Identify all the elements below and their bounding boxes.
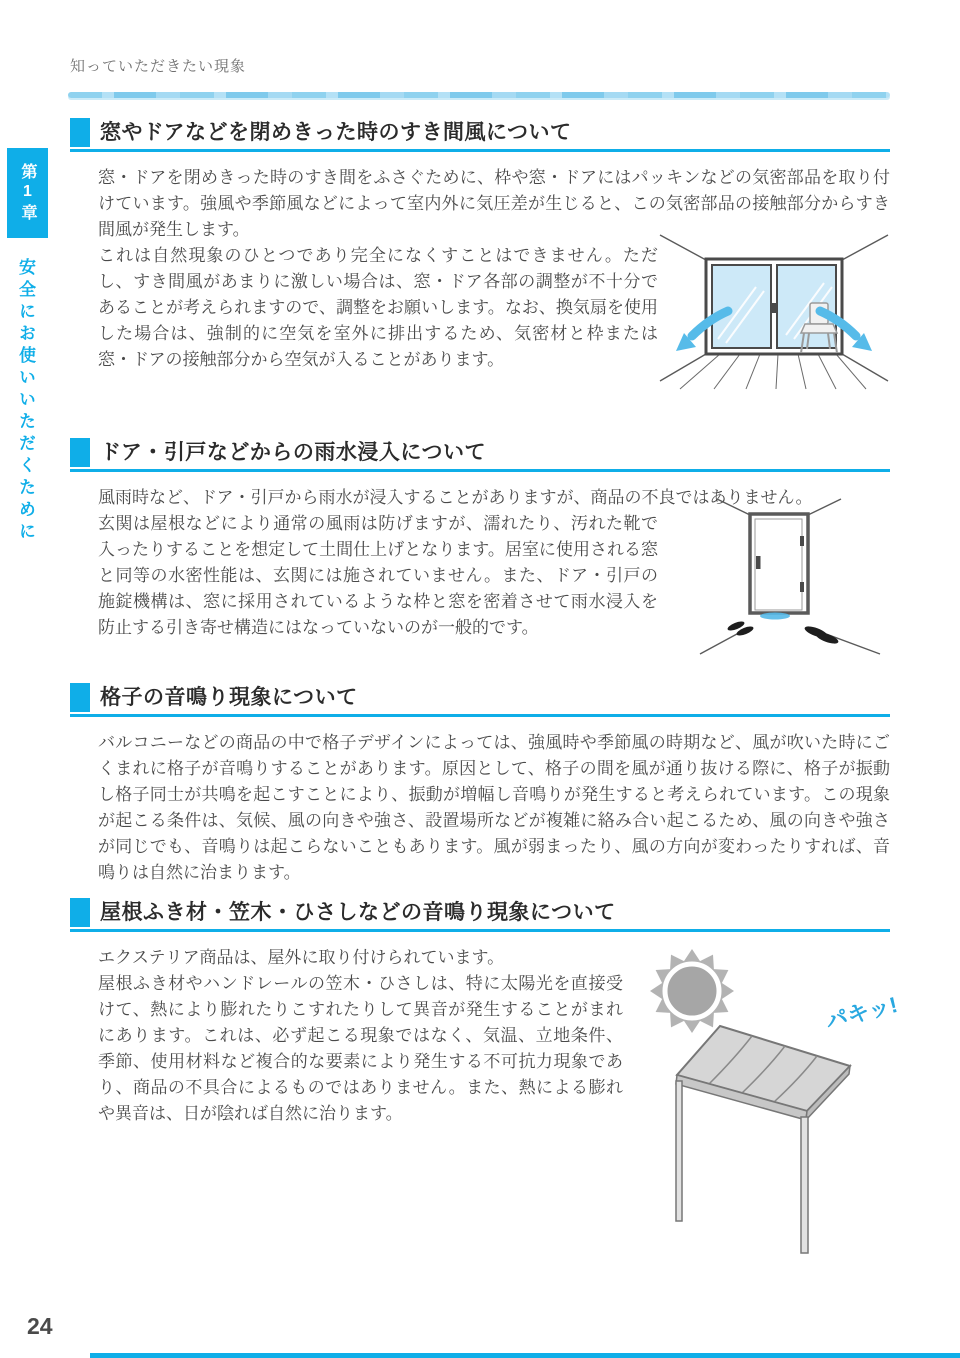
paragraph: バルコニーなどの商品の中で格子デザインによっては、強風時や季節風の時期など、風が吹いた時にごくまれに格子が音鳴りすることがあります。原因として、格子の間を風が通り抜ける際に、格子が振動し格子同士が共鳴を起こすことにより、振動が増幅し音鳴りが発生すると考えられています。この現象が起こる条件は、気候、風の向きや強さ、設置場所などが複雑に絡み合い起こるため、風の向きや強さが同じでも、音鳴りは起こらないこともあります。風が弱まったり、風の方向が変わったりすれば、音鳴りは自然に治まります。: [98, 733, 890, 882]
section-title-row: [70, 683, 890, 717]
sun-icon: [650, 949, 734, 1033]
shoes-left: [726, 620, 754, 638]
sun-pergola-illustration: [640, 933, 905, 1258]
paragraph: エクステリア商品は、屋外に取り付けられています。: [98, 948, 505, 967]
title-square-marker: [70, 898, 90, 927]
wall-line: [660, 235, 706, 260]
section-title: ドア・引戸などからの雨水浸入について: [100, 441, 486, 464]
door-handle: [756, 556, 761, 569]
door-leaf: [755, 519, 802, 610]
chapter-badge: 第1章: [7, 148, 48, 238]
section-title: 格子の音鳴り現象について: [100, 686, 358, 709]
section-body: [98, 730, 890, 886]
paragraph: 風雨時など、ドア・引戸から雨水が浸入することがありますが、商品の不良ではありません。: [98, 488, 813, 507]
water-puddle: [760, 613, 790, 620]
section-rainwater-intrusion: [70, 438, 890, 641]
page-number: 24: [27, 1313, 53, 1339]
entrance-door-illustration: [690, 496, 890, 676]
crack-sound-label: パキッ!: [823, 991, 900, 1034]
door-hinge: [800, 536, 804, 546]
section-title: 屋根ふき材・笠木・ひさしなどの音鳴り現象について: [100, 901, 616, 924]
shoes-right: [803, 624, 839, 646]
chapter-caption: 安全にお使いいただくために: [16, 258, 35, 544]
wall-line: [717, 499, 750, 515]
main-content: [70, 0, 900, 1358]
section-lattice-noise: [70, 683, 890, 886]
title-square-marker: [70, 683, 90, 712]
bottom-accent-bar: [90, 1353, 960, 1358]
title-square-marker: [70, 118, 90, 147]
title-square-marker: [70, 438, 90, 467]
paragraph: 玄関は屋根などにより通常の風雨は防げますが、濡れたり、汚れた靴で入ったりすることを想定して土間仕上げとなります。居室に使用される窓と同等の水密性能は、玄関には施されていません。また、ドア・引戸の施錠機構は、窓に採用されているような枠と窓を密着させて雨水浸入を防止する引き寄せ構造にはなっていないのが一般的です。: [98, 514, 658, 637]
window-handle: [772, 303, 776, 313]
section-title-row: [70, 898, 890, 932]
section-title-row: [70, 438, 890, 472]
section-draft-from-closed-windows: [70, 118, 890, 373]
door-hinge: [800, 582, 804, 592]
wall-line: [842, 235, 888, 260]
wall-line: [808, 499, 841, 515]
window-draft-illustration: [658, 223, 890, 391]
paragraph: 屋根ふき材やハンドレールの笠木・ひさしは、特に太陽光を直接受けて、熱により膨れたりこすれたりして異音が発生することがまれにあります。これは、必ず起こる現象ではなく、気温、立地条件、季節、使用材料など複合的な要素により発生する不可抗力現象であり、商品の不具合によるものではありません。また、熱による膨れや異音は、日が陰れば自然に治ります。: [98, 974, 623, 1123]
floor-planks: [680, 354, 866, 389]
wall-line: [842, 354, 888, 381]
pergola-roof: [676, 1026, 850, 1120]
paragraph: これは自然現象のひとつであり完全になくすことはできません。ただし、すき間風があまりに激しい場合は、窓・ドア各部の調整が不十分であることが考えられますので、調整をお願いします。なお、換気扇を使用した場合は、強制的に空気を室外に排出するため、気密材と枠または窓・ドアの接触部分から空気が入ることがあります。: [98, 246, 658, 369]
section-roofing-noise: [70, 898, 900, 1127]
running-head: 知っていただきたい現象: [70, 58, 247, 75]
section-title: 窓やドアなどを閉めきった時のすき間風について: [100, 121, 572, 144]
wall-line: [660, 354, 706, 381]
section-title-row: [70, 118, 890, 152]
paragraph: 窓・ドアを閉めきった時のすき間をふさぐために、枠や窓・ドアにはパッキンなどの気密部品を取り付けています。強風や季節風などによって室内外に気圧差が生じると、この気密部品の接触部分からすき間風が発生します。: [98, 168, 890, 239]
